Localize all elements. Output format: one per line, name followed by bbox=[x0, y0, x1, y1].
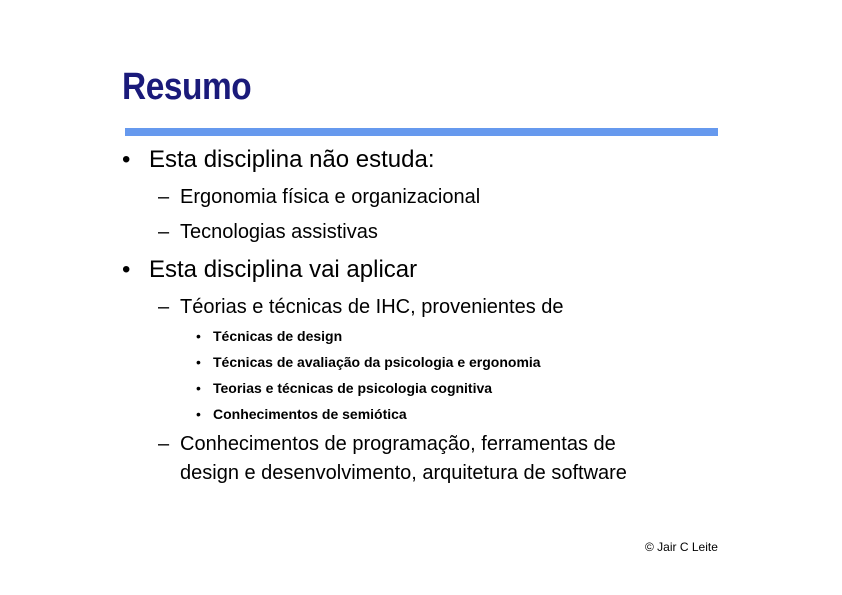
dash-icon: – bbox=[158, 221, 170, 243]
bullet-text: Esta disciplina vai aplicar bbox=[149, 256, 418, 283]
slide-title: Resumo bbox=[122, 66, 252, 108]
dash-icon: – bbox=[158, 186, 170, 208]
bullet-dot-icon: • bbox=[196, 328, 201, 344]
sub-bullet-text: Conhecimentos de programação, ferramentas de bbox=[180, 433, 616, 455]
sub-sub-bullet-text: Técnicas de avaliação da psicologia e ergonomia bbox=[213, 354, 541, 370]
sub-sub-bullet-text: Técnicas de design bbox=[213, 328, 343, 344]
dash-icon: – bbox=[158, 433, 170, 455]
sub-bullet-text: Ergonomia física e organizacional bbox=[180, 186, 481, 208]
copyright-footer: © Jair C Leite bbox=[645, 540, 718, 554]
sub-bullet-text: Téorias e técnicas de IHC, provenientes de bbox=[180, 296, 564, 318]
bullet-text: Esta disciplina não estuda: bbox=[149, 146, 435, 173]
sub-sub-bullet-text: Conhecimentos de semiótica bbox=[213, 406, 407, 422]
title-underline bbox=[125, 128, 718, 136]
bullet-dot-icon: • bbox=[196, 406, 201, 422]
bullet-dot-icon: • bbox=[196, 380, 201, 396]
sub-bullet-text-continued: design e desenvolvimento, arquitetura de software bbox=[180, 462, 627, 484]
dash-icon: – bbox=[158, 296, 170, 318]
sub-sub-bullet-text: Teorias e técnicas de psicologia cognitiva bbox=[213, 380, 493, 396]
bullet-dot-icon: • bbox=[122, 256, 131, 283]
bullet-dot-icon: • bbox=[122, 146, 131, 173]
bullet-dot-icon: • bbox=[196, 354, 201, 370]
sub-bullet-text: Tecnologias assistivas bbox=[180, 221, 378, 243]
